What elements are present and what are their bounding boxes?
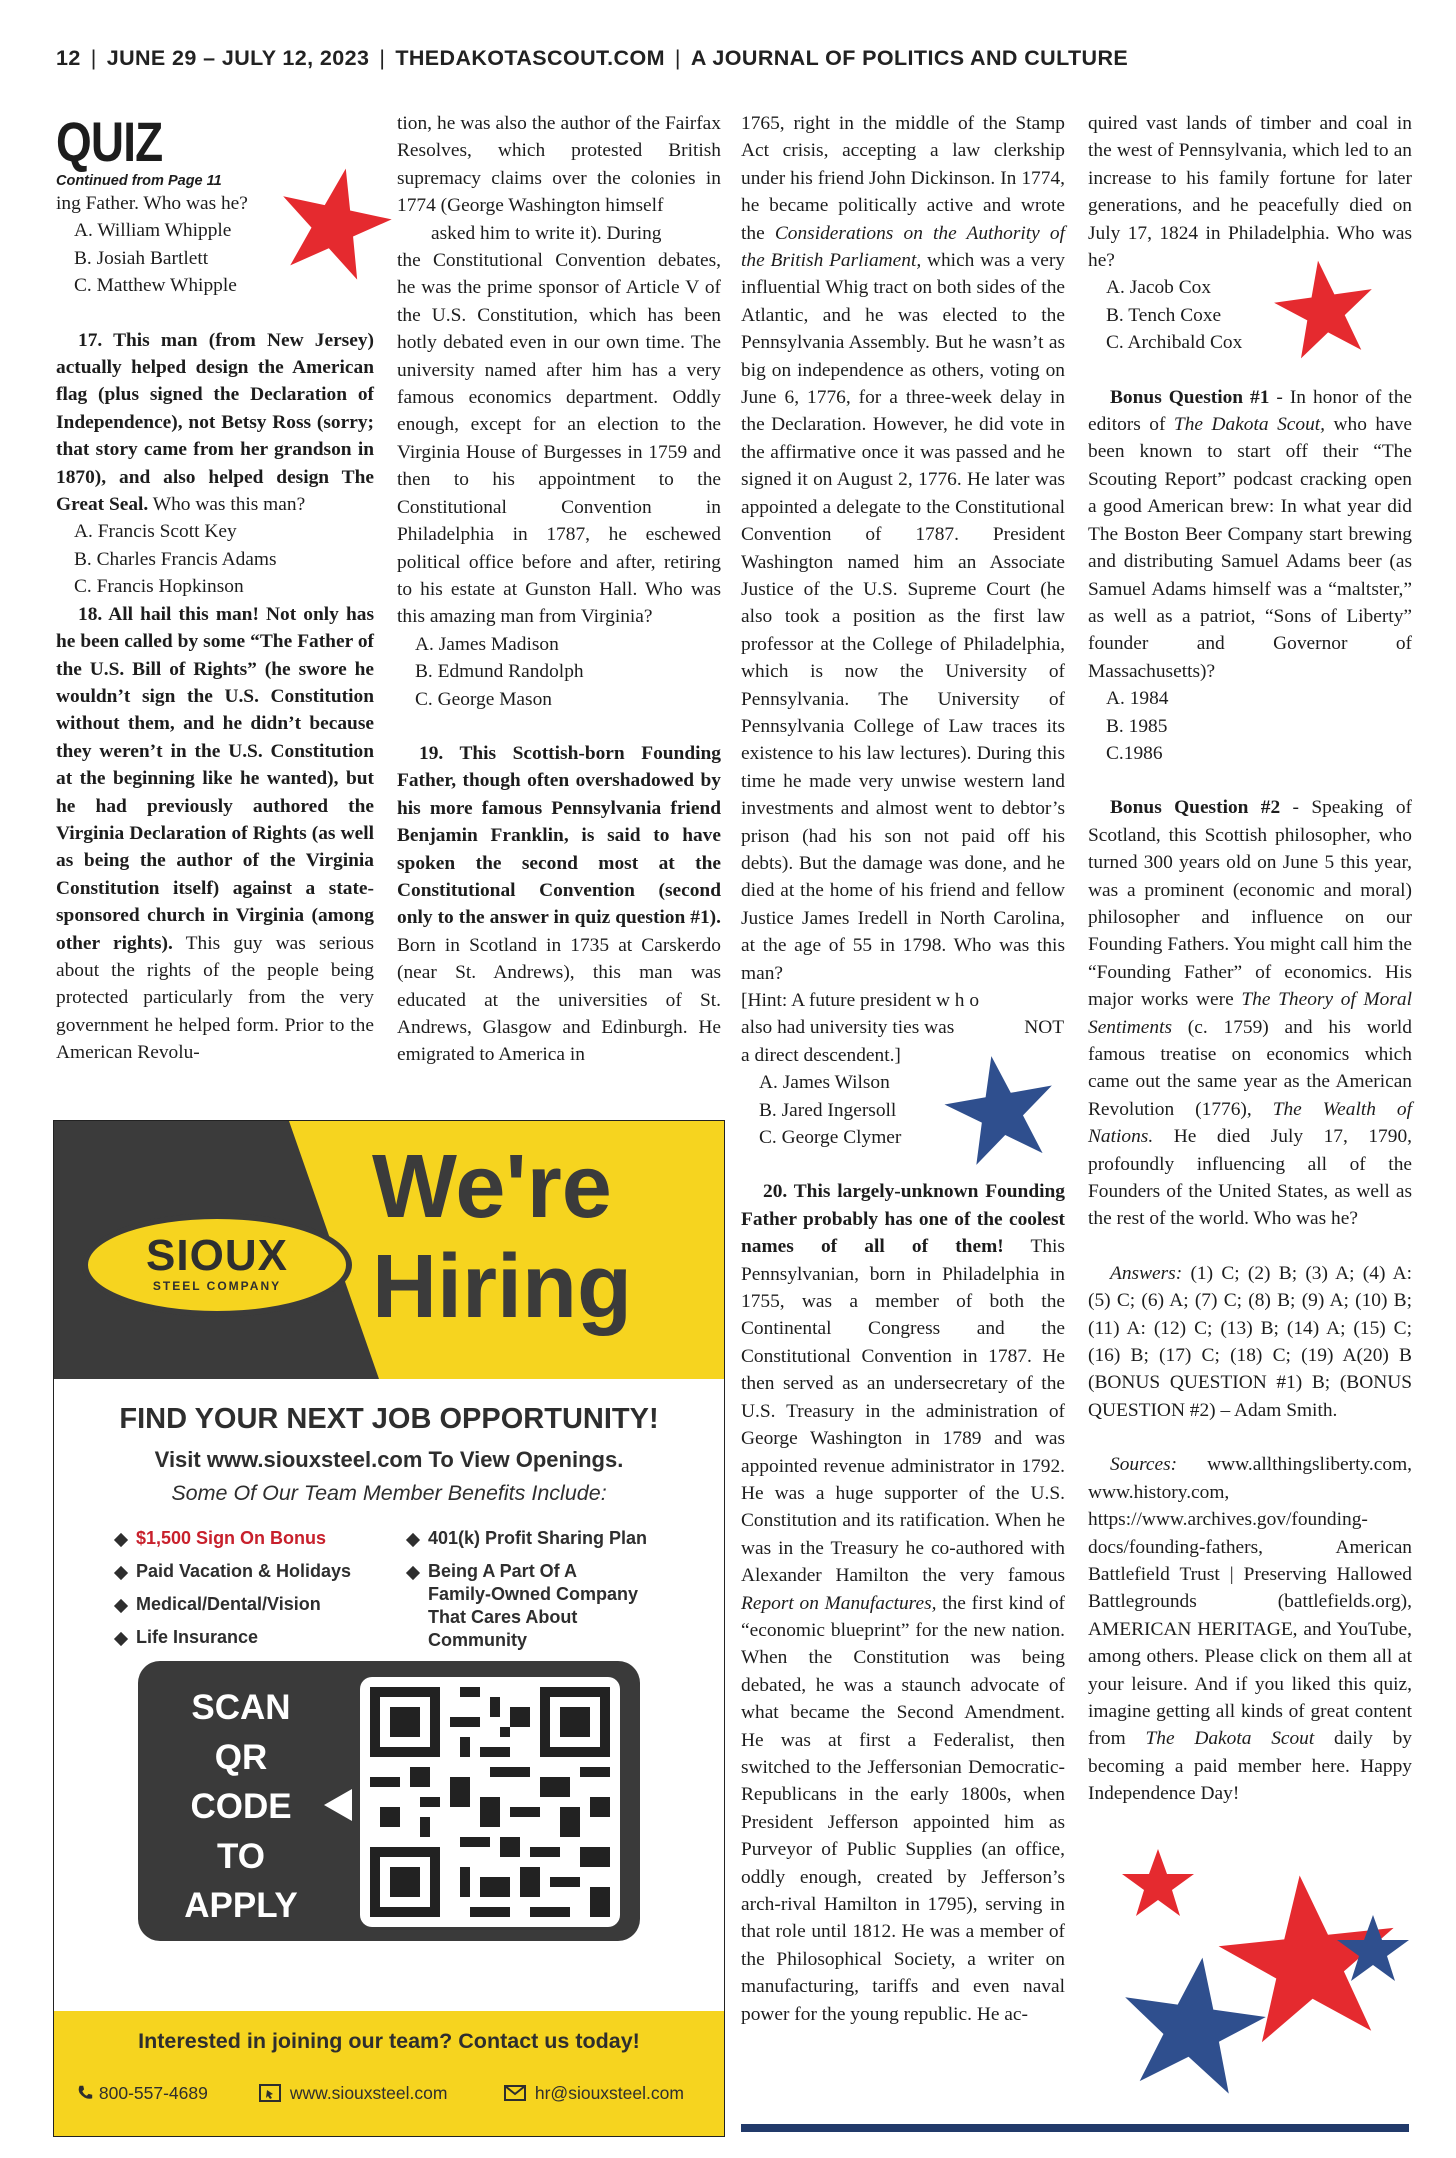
blue-star-icon: [940, 1053, 1062, 1169]
continued-note: Continued from Page 11: [56, 173, 222, 189]
q19-hint-1: [Hint: A future president w h o: [741, 990, 980, 1011]
benefit-item: Medical/Dental/Vision: [136, 1593, 321, 1616]
q19-option-c: C. George Clymer: [759, 1127, 902, 1149]
q17-option-a: A. Francis Scott Key: [74, 521, 237, 543]
q20-option-b: B. Tench Coxe: [1106, 304, 1222, 326]
question-17: 17. This man (from New Jersey) actually helped design the American flag (plus signed the Declaration of Independence), not Betsy Ross (sorry; that story came from her grandson in 1870), and also helped design The Great Seal. Who was this man?: [56, 329, 374, 516]
hiring-headline-2: Hiring: [372, 1237, 632, 1337]
column-4: [1088, 110, 1412, 1808]
scan-instructions: SCAN QR CODE TO APPLY: [184, 1688, 298, 1925]
q18-option-b: B. Edmund Randolph: [415, 661, 584, 683]
web-icon: [259, 2084, 281, 2102]
benefit-item: Life Insurance: [136, 1626, 258, 1649]
red-star-icon: [272, 165, 396, 283]
q18-continued-1: tion, he was also the author of the Fairfax Resolves, which protested British supremacy claims over the colonies in 1774 (George Washington himself: [397, 113, 721, 217]
site-name[interactable]: THEDAKOTASCOUT.COM: [395, 46, 665, 70]
page-number: 12: [56, 46, 81, 70]
q17-option-c: C. Francis Hopkinson: [74, 576, 244, 598]
q16-option-b: B. Josiah Bartlett: [74, 247, 209, 269]
page-header: 12 | JUNE 29 – JULY 12, 2023 | THEDAKOTASCOUT.COM | A JOURNAL OF POLITICS AND CULTURE: [56, 46, 1129, 70]
benefit-item: 401(k) Profit Sharing Plan: [428, 1527, 647, 1550]
qr-panel[interactable]: [138, 1661, 640, 1941]
column-2: [397, 110, 721, 1069]
question-18: 18. All hail this man! Not only has he been called by some “The Father of the U.S. Bill of Rights” (he swore he wouldn’t sign the U.S. Constitution without them, and he didn’t because they weren’t in the U.S. Constitution at the beginning like he wanted), but he had previously authored the Virginia Declaration of Rights (as well as being the author of the Virginia Constitution itself) against a state-sponsored church in Virginia (among other rights). This guy was serious about the rights of the people being protected particularly from the very government he helped form. Prior to the American Revolu-: [56, 603, 374, 1064]
ad-benefits-intro: Some Of Our Team Member Benefits Include:: [171, 1481, 607, 1505]
q20-option-a: A. Jacob Cox: [1106, 277, 1212, 299]
hiring-headline-1: We're: [372, 1137, 612, 1237]
bonus1-option-b: B. 1985: [1106, 715, 1168, 737]
ad-email[interactable]: hr@siouxsteel.com: [504, 2083, 684, 2104]
benefit-item-cont: Family-Owned Company: [428, 1584, 639, 1604]
q16-end: ing Father. Who was he?: [56, 193, 248, 214]
ad-website[interactable]: www.siouxsteel.com: [259, 2083, 447, 2104]
q17-option-b: B. Charles Francis Adams: [74, 548, 277, 570]
ad-contact-bar: [54, 2011, 724, 2136]
bonus1-option-c: C.1986: [1106, 742, 1163, 764]
ad-visit-link[interactable]: Visit www.siouxsteel.com To View Openings.: [154, 1447, 624, 1472]
q20-continued: quired vast lands of timber and coal in the west of Pennsylvania, which led to an increase to his family fortune for later generations, and he peacefully died on July 17, 1824 in Philadelphia. Who was he?: [1088, 113, 1412, 272]
q18-continued-2: asked him to write it). During: [431, 222, 662, 244]
bonus-question-2: Bonus Question #2 - Speaking of Scotland, this Scottish philosopher, who turned 300 years old on June 5 this year, was a prominent (economic and moral) philosopher and influence on our Founding Fathers. You might call him the “Founding Father” of economics. His major works were The Theory of Moral Sentiments (c. 1759) and his world famous treatise on economics which came out the same year as the American Revolution (1776), The Wealth of Nations. He died July 17, 1790, profoundly influencing all of the Founders of the United States, as well as the rest of the world. Who was he?: [1088, 797, 1412, 1230]
q19-continued: 1765, right in the middle of the Stamp Act crisis, accepting a law clerkship under his friend John Dickinson. In 1774, he became politically active and wrote the Considerations on the Authority of the British Parliament, which was a very influential Whig tract on both sides of the Atlantic, and he was elected to the Pennsylvania Assembly. But he wasn’t as big on independence as others, voting on June 6, 1776, for a three-week delay in the Declaration. However, he did vote in the affirmative once it was passed and he signed it on August 2, 1776. He later was appointed a delegate to the Constitutional Convention of 1787. President Washington named him an Associate Justice of the U.S. Supreme Court (he also took a position as the first law professor at the College of Philadelphia, which is now the University of Pennsylvania. The University of Pennsylvania College of Law traces its existence to his law lectures). During this time he made very unwise western land investments and almost went to debtor’s prison (had his son not paid off his debts). But the damage was done, and he died at the home of his friend and fellow Justice James Iredell in North Carolina, at the age of 55 in 1798. Who was this man?: [741, 113, 1065, 984]
arrow-icon: [316, 1785, 356, 1825]
q19-hint-3: a direct descendent.]: [741, 1044, 901, 1066]
red-star-icon: [1270, 258, 1380, 363]
tagline: A JOURNAL OF POLITICS AND CULTURE: [690, 46, 1129, 70]
q19-option-a: A. James Wilson: [759, 1072, 890, 1094]
benefit-item-cont: Community: [428, 1630, 527, 1650]
quiz-title: QUIZ: [56, 110, 163, 173]
q16-option-a: A. William Whipple: [74, 220, 232, 242]
answers: Answers: (1) C; (2) B; (3) A; (4) A: (5) C; (6) A; (7) C; (8) B; (9) A; (10) B; (11) A: (12) C; (13) B; (14) A; (15) C; (16) B; (17) C; (18) C; (19) A(20) B (BONUS QUESTION #1) B; (BONUS QUESTION #2) – Adam Smith.: [1088, 1262, 1412, 1421]
question-19: 19. This Scottish-born Founding Father, though often overshadowed by his more famous Pennsylvania friend Benjamin Franklin, is said to have spoken the second most at the Constitutional Convention (second only to the answer in quiz question #1). Born in Scotland in 1735 at Carskerdo (near St. Andrews), this man was educated at the universities of St. Andrews, Glasgow and Edinburgh. He emigrated to America in: [397, 742, 721, 1066]
question-20: 20. This largely-unknown Founding Father probably has one of the coolest names of all of them! This Pennsylvanian, born in Philadelphia in 1755, was a member of both the Continental Congress and the Constitutional Convention in 1787. He then served as an undersecretary of the U.S. Treasury in the administration of George Washington in 1789 and was appointed revenue administrator in 1792. He was a huge supporter of the U.S. Constitution and its ratification. When he was in the Treasury he co-authored with Alexander Hamilton the very famous Report on Manufactures, the first kind of “economic blueprint” for the new nation. When the Constitution was being debated, he was a staunch advocate of what became the Second Amendment. He was at first a Federalist, then switched to the Jeffersonian Democratic-Republicans in the early 1800s, when President Jefferson appointed him as Purveyor of Public Supplies (an office, oddly enough, created by Jefferson’s arch-rival Hamilton in 1795), serving in that role until 1812. He was a member of the Philosophical Society, a writer on manufacturing, tariffs and even naval power for the young republic. He ac-: [741, 1181, 1065, 2025]
bonus1-option-a: A. 1984: [1106, 688, 1169, 710]
decorative-stars-cluster: [1118, 1845, 1418, 2115]
sources: Sources: www.allthingsliberty.com, www.history.com, https://www.archives.gov/founding-docs/founding-fathers, American Battlefield Trust | Preserving Hallowed Battlegrounds (battlefields.org), AMERICAN HERITAGE, and YouTube, among others. Please click on them all at your leisure. And if you liked this quiz, imagine getting all kinds of great content from The Dakota Scout daily by becoming a paid member here. Happy Independence Day!: [1088, 1454, 1412, 1805]
sioux-steel-ad[interactable]: [53, 1120, 725, 2137]
q18-continued-3: the Constitutional Convention debates, he was the prime sponsor of Article V of the U.S. Constitution, which has been hotly debated even in our own time. The university named after him has a very famous economics department. Oddly enough, except for an election to the Virginia House of Burgesses in 1759 and then to his appointment to the Constitutional Convention in Philadelphia in 1787, he eschewed political office before and after, retiring to his estate at Gunston Hall. Who was this amazing man from Virginia?: [397, 250, 721, 628]
q16-option-c: C. Matthew Whipple: [74, 275, 237, 297]
q19-hint-2: also had university ties was NOT: [741, 1017, 1065, 1039]
ad-phone[interactable]: 800-557-4689: [76, 2083, 208, 2104]
phone-icon: [76, 2084, 94, 2102]
ad-interest-text: Interested in joining our team? Contact us today!: [138, 2029, 640, 2053]
mail-icon: [504, 2085, 526, 2101]
q20-option-c: C. Archibald Cox: [1106, 332, 1243, 354]
bonus-question-1: Bonus Question #1 - In honor of the editors of The Dakota Scout, who have been known to start off their “The Scouting Report” podcast cracking open a good American brew: In what year did The Boston Beer Company start brewing and distributing Samuel Adams beer (as Samuel Adams himself was a “maltster,” as well as a patriot, “Sons of Liberty” founder and Governor of Massachusetts)?: [1088, 386, 1413, 682]
sioux-logo: SIOUX STEEL COMPANY: [82, 1213, 352, 1317]
qr-code[interactable]: [360, 1677, 620, 1927]
issue-dates: JUNE 29 – JULY 12, 2023: [106, 46, 370, 70]
ad-find-job: FIND YOUR NEXT JOB OPPORTUNITY!: [119, 1403, 659, 1435]
q19-option-b: B. Jared Ingersoll: [759, 1099, 897, 1121]
benefit-item: $1,500 Sign On Bonus: [136, 1527, 326, 1550]
q18-option-a: A. James Madison: [415, 633, 559, 655]
benefit-item: Paid Vacation & Holidays: [136, 1560, 351, 1583]
bottom-rule: [741, 2124, 1409, 2132]
benefit-item-cont: That Cares About: [428, 1607, 578, 1627]
benefit-item: Being A Part Of A: [428, 1560, 577, 1583]
q18-option-c: C. George Mason: [415, 688, 552, 710]
